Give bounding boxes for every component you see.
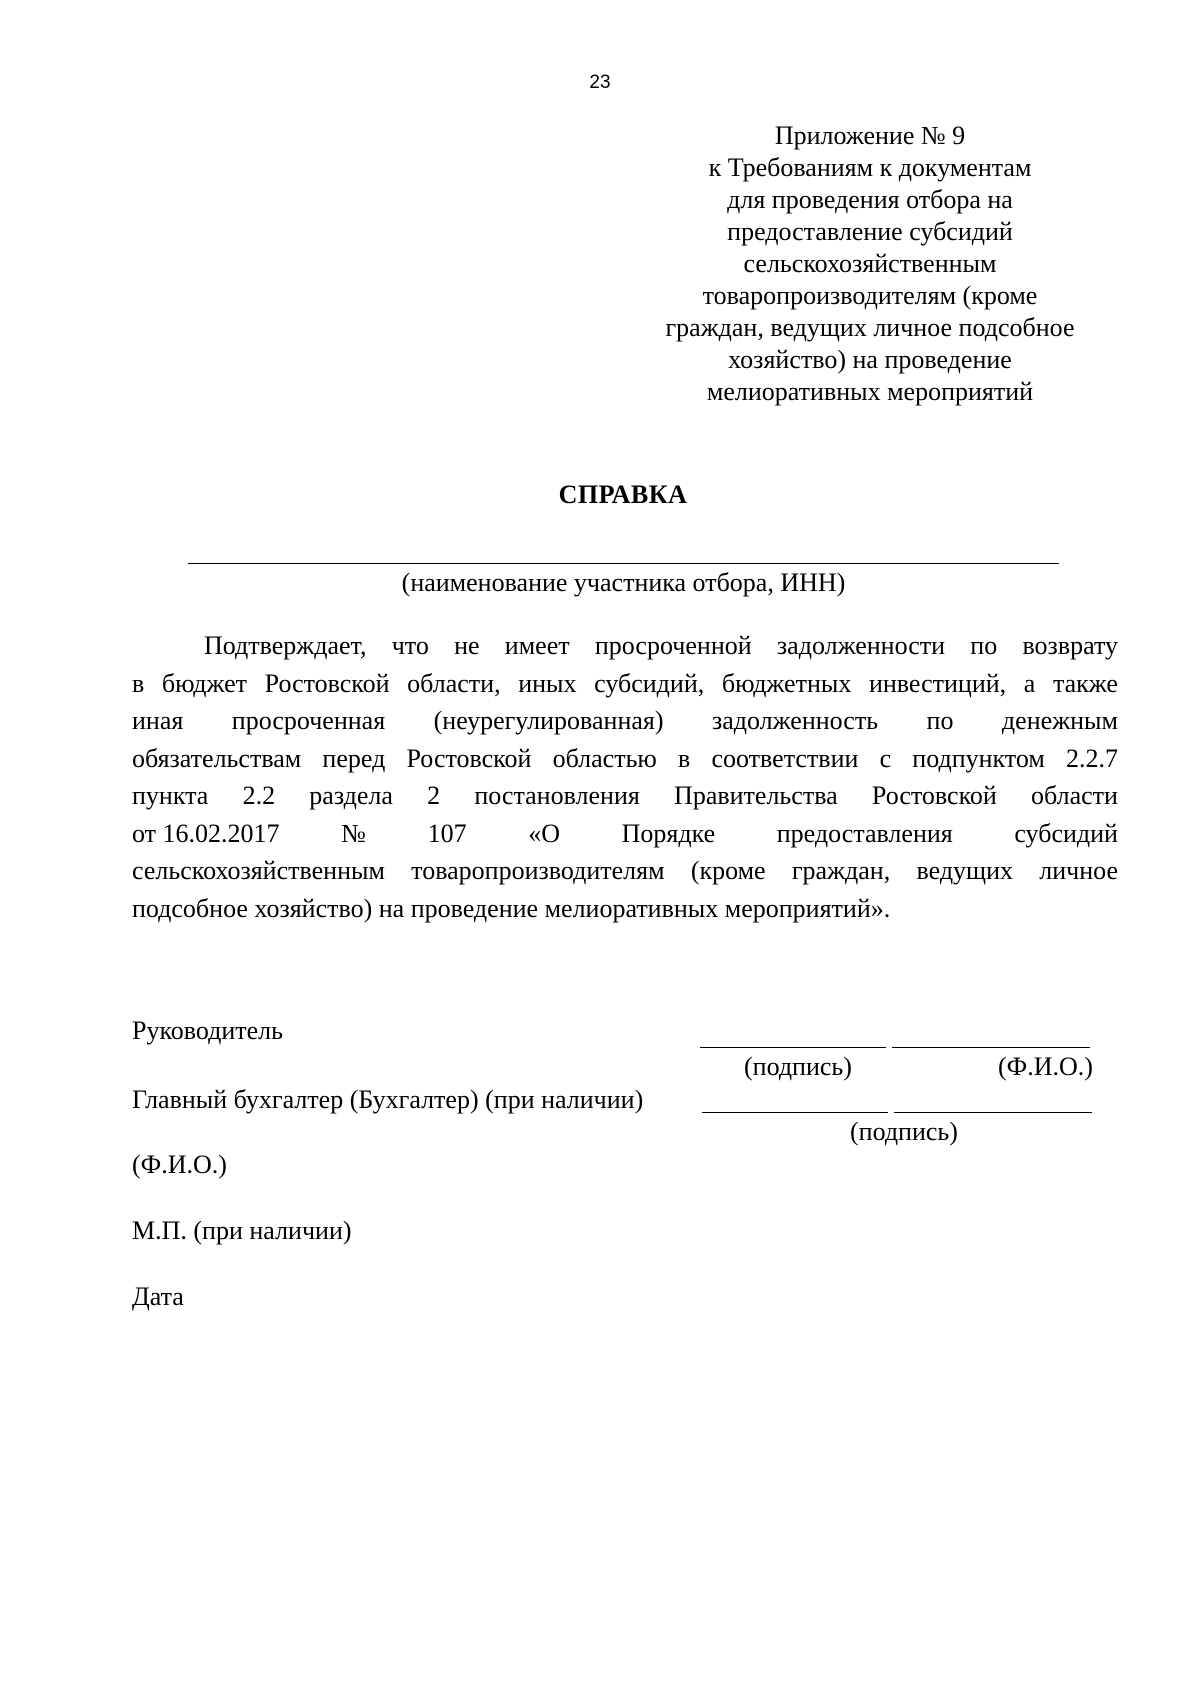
appendix-line: товаропроизводителям (кроме — [702, 281, 1038, 310]
body-word: возврату — [1022, 631, 1118, 660]
body-word: от 16.02.2017 — [132, 818, 280, 848]
body-word: подпунктом — [912, 743, 1045, 773]
body-word: задолженности — [776, 631, 946, 660]
appendix-line: предоставление субсидий — [727, 217, 1013, 246]
body-word: постановления — [474, 781, 640, 810]
body-word: 2.2 — [242, 781, 276, 810]
body-line — [132, 627, 1118, 665]
body-word: № — [341, 818, 366, 848]
body-line — [132, 815, 1118, 853]
appendix-line: мелиоративных мероприятий — [706, 377, 1034, 406]
body-line — [132, 777, 1118, 815]
body-word: ведущих — [916, 856, 1013, 885]
body-word: не — [454, 631, 480, 660]
participant-name-blank-line — [188, 563, 1059, 564]
body-word: Ростовской — [871, 781, 997, 810]
appendix-line: сельскохозяйственным — [743, 249, 997, 278]
body-word: областью — [552, 743, 657, 773]
stamp-label: М.П. (при наличии) — [132, 1216, 352, 1245]
body-word: в — [678, 743, 691, 773]
body-word: 2 — [427, 781, 441, 810]
body-word: пункта — [132, 781, 209, 810]
body-line — [132, 665, 1118, 703]
body-line: подсобное хозяйство) на проведение мелиоративных мероприятий». — [132, 893, 891, 923]
body-word: Подтверждает, — [204, 631, 367, 660]
body-word: бюджет — [161, 668, 247, 698]
body-word: Порядке — [621, 818, 716, 848]
body-word: «О — [528, 818, 560, 848]
body-word: инвестиций, — [868, 668, 1007, 698]
body-word: иных — [518, 668, 577, 698]
body-word: обязательствам — [132, 743, 302, 773]
body-word: по — [970, 631, 998, 660]
body-word: субсидий, — [594, 668, 705, 698]
body-word: области, — [407, 668, 501, 698]
director-signature-caption: (подпись) — [744, 1052, 852, 1081]
body-word: соответствии — [711, 743, 859, 773]
appendix-line: для проведения отбора на — [727, 185, 1013, 214]
body-word: с — [879, 743, 892, 773]
body-word: просроченной — [594, 631, 752, 660]
participant-name-caption: (наименование участника отбора, ИНН) — [401, 568, 846, 597]
body-word: (кроме — [690, 856, 766, 885]
body-word: предоставления — [776, 818, 953, 848]
director-label: Руководитель — [132, 1016, 283, 1045]
appendix-line: Приложение № 9 — [774, 121, 966, 150]
body-word: что — [391, 631, 429, 660]
accountant-fio-caption: (Ф.И.О.) — [132, 1150, 227, 1179]
body-word: иная — [132, 706, 184, 735]
accountant-fio-line — [894, 1112, 1092, 1113]
body-word: имеет — [504, 631, 570, 660]
page-number: 23 — [589, 72, 611, 93]
body-word: товаропроизводителям — [411, 856, 665, 885]
body-word: личное — [1039, 856, 1118, 885]
body-word: субсидий — [1014, 818, 1118, 848]
accountant-signature-line — [702, 1112, 888, 1113]
accountant-label: Главный бухгалтер (Бухгалтер) (при наличии) — [132, 1085, 644, 1114]
appendix-line: к Требованиям к документам — [708, 153, 1032, 182]
body-word: по — [926, 706, 954, 735]
body-word: области — [1031, 781, 1118, 810]
body-word: также — [1052, 668, 1118, 698]
body-word: перед — [322, 743, 386, 773]
body-word: Ростовской — [406, 743, 532, 773]
body-word: граждан, — [791, 856, 891, 885]
body-word: (неурегулированная) — [433, 706, 664, 735]
body-word: денежным — [1001, 706, 1118, 735]
date-label: Дата — [132, 1282, 184, 1311]
document-title: СПРАВКА — [558, 480, 688, 509]
body-line — [132, 740, 1118, 778]
body-line — [132, 702, 1118, 740]
director-fio-caption: (Ф.И.О.) — [998, 1052, 1093, 1081]
appendix-line: хозяйство) на проведение — [728, 345, 1012, 374]
body-word: Правительства — [674, 781, 838, 810]
body-word: Ростовской — [264, 668, 390, 698]
body-word: сельскохозяйственным — [132, 856, 385, 885]
body-word: задолженность — [711, 706, 879, 735]
body-word: а — [1023, 668, 1036, 698]
appendix-heading — [640, 120, 1100, 408]
body-word: 107 — [427, 818, 467, 848]
director-fio-line — [892, 1047, 1090, 1048]
body-word: раздела — [309, 781, 393, 810]
body-word: бюджетных — [721, 668, 852, 698]
body-word: просроченная — [231, 706, 386, 735]
body-line — [132, 852, 1118, 890]
accountant-signature-caption: (подпись) — [850, 1117, 958, 1146]
appendix-line: граждан, ведущих личное подсобное — [665, 313, 1075, 342]
certificate-body-text — [132, 627, 1118, 927]
body-word: в — [132, 668, 145, 698]
director-signature-line — [700, 1047, 886, 1048]
body-word: 2.2.7 — [1065, 743, 1118, 773]
